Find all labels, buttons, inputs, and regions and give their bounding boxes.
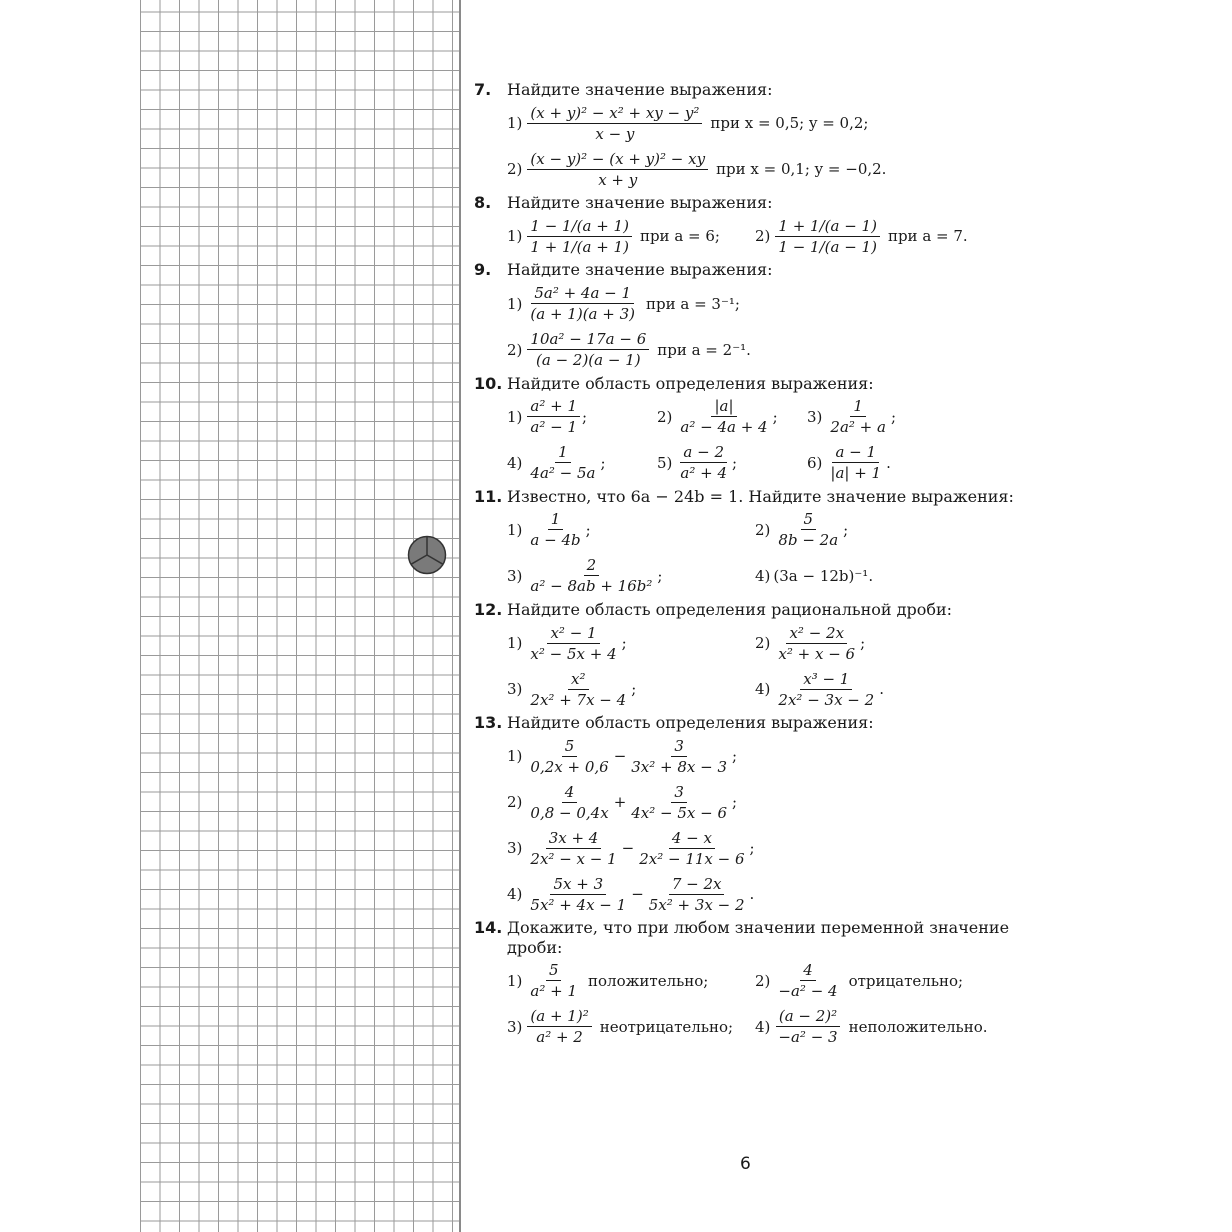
denominator: x − y <box>595 124 635 143</box>
item-condition: ; <box>749 839 755 858</box>
item-label: 5) <box>657 453 673 472</box>
fraction <box>527 875 629 914</box>
task-title: Докажите, что при любом значении переменной значение дроби: <box>507 918 1010 957</box>
task-item <box>507 1007 755 1047</box>
task-header <box>474 600 1034 619</box>
item-label: 6) <box>807 453 823 472</box>
fraction <box>527 783 611 822</box>
numerator: 5 <box>801 510 817 530</box>
task <box>474 260 1034 369</box>
numerator: 5 <box>546 961 562 981</box>
task-number: 11. <box>474 486 503 506</box>
item-condition: при a = 3⁻¹; <box>646 294 740 313</box>
item-condition: ; <box>585 520 591 539</box>
denominator: a² + 1 <box>530 982 578 1001</box>
numerator: 4 <box>562 783 578 803</box>
task <box>474 918 1034 1046</box>
item-condition: ; <box>732 747 738 766</box>
task-items <box>474 216 1034 256</box>
task-items <box>474 103 1034 189</box>
pie-divider-icon <box>407 535 447 575</box>
task-item <box>755 216 1003 256</box>
item-label: 4) <box>507 453 523 472</box>
task-item <box>507 623 755 663</box>
fraction <box>677 443 730 482</box>
denominator: x + y <box>598 170 638 189</box>
item-condition: ; <box>732 793 738 812</box>
item-label: 4) <box>755 1017 771 1036</box>
task-item <box>657 397 807 437</box>
task-item <box>755 556 1003 596</box>
numerator: (x + y)² − x² + xy − y² <box>527 104 702 124</box>
fraction <box>775 961 840 1000</box>
fraction <box>775 624 858 663</box>
task-header <box>474 260 1034 279</box>
task-title: Известно, что 6a − 24b = 1. Найдите значение выражения: <box>507 486 1014 506</box>
denominator: a² − 4a + 4 <box>680 418 768 437</box>
denominator: −a² − 4 <box>778 982 838 1001</box>
task-item <box>507 782 1034 822</box>
task-item <box>507 149 1034 189</box>
item-label: 1) <box>507 407 523 426</box>
fraction <box>527 737 611 776</box>
fraction <box>628 737 730 776</box>
denominator: 8b − 2a <box>778 531 839 550</box>
fraction <box>827 443 884 482</box>
denominator: 4x² − 5x − 6 <box>631 803 728 822</box>
item-label: 2) <box>755 971 771 990</box>
denominator: 1 + 1/(a + 1) <box>530 237 629 256</box>
operator: − <box>631 885 644 904</box>
denominator: |a| + 1 <box>830 464 882 483</box>
fraction <box>527 510 583 549</box>
denominator: (a + 1)(a + 3) <box>530 305 635 324</box>
item-label: 4) <box>755 680 771 699</box>
task-header <box>474 374 1034 393</box>
fraction <box>527 330 649 369</box>
task <box>474 374 1034 483</box>
item-condition: . <box>879 680 884 699</box>
task-item <box>507 669 755 709</box>
fraction <box>775 1007 840 1046</box>
denominator: 1 − 1/(a − 1) <box>778 237 877 256</box>
task-item <box>507 216 755 256</box>
numerator: x² − 1 <box>547 624 599 644</box>
denominator: 2a² + a <box>830 418 886 437</box>
operator: − <box>621 839 635 858</box>
item-label: 2) <box>507 160 523 179</box>
fraction <box>628 783 730 822</box>
denominator: 0,2x + 0,6 <box>530 757 609 776</box>
denominator: (a − 2)(a − 1) <box>536 351 641 370</box>
numerator: x² <box>568 670 588 690</box>
item-condition: ; <box>843 520 849 539</box>
numerator: 3x + 4 <box>546 829 602 849</box>
denominator: a² − 8ab + 16b² <box>530 577 653 596</box>
numerator: a − 1 <box>832 443 879 463</box>
item-label: 4) <box>507 885 523 904</box>
task-item <box>507 556 755 596</box>
task-item <box>507 510 755 550</box>
fraction <box>677 397 770 436</box>
denominator: 5x² + 4x − 1 <box>530 895 627 914</box>
item-label: 1) <box>507 971 523 990</box>
fraction <box>527 961 580 1000</box>
denominator: x² + x − 6 <box>778 644 856 663</box>
numerator: 5 <box>562 737 578 757</box>
task-item <box>755 669 1003 709</box>
item-label: 2) <box>755 227 771 246</box>
item-label: 2) <box>755 634 771 653</box>
fraction <box>527 670 629 709</box>
denominator: a² + 2 <box>536 1028 583 1047</box>
item-condition: ; <box>732 453 738 472</box>
task <box>474 193 1034 256</box>
task-title: Найдите область определения выражения: <box>507 373 874 393</box>
item-label: 3) <box>507 1017 523 1036</box>
item-condition: при a = 7. <box>887 227 968 246</box>
item-label: 3) <box>507 680 523 699</box>
item-condition: при x = 0,1; y = −0,2. <box>716 160 887 179</box>
item-label: 1) <box>507 747 523 766</box>
item-condition: ; <box>772 407 778 426</box>
numerator: a² + 1 <box>527 397 580 417</box>
item-label: 1) <box>507 634 523 653</box>
operator: − <box>613 747 627 766</box>
task-header <box>474 487 1034 506</box>
item-label: 1) <box>507 227 523 246</box>
task-title: Найдите значение выражения: <box>507 80 773 99</box>
item-condition: . <box>886 453 891 472</box>
task-item <box>507 874 1034 914</box>
task-number: 14. <box>474 918 503 938</box>
task-header <box>474 193 1034 212</box>
numerator: 1 <box>548 510 564 530</box>
task-items <box>474 510 1034 596</box>
task-items <box>474 736 1034 914</box>
item-label: 2) <box>507 793 523 812</box>
numerator: 5x + 3 <box>550 875 606 895</box>
task-item <box>755 510 1003 550</box>
fraction <box>775 217 880 256</box>
fraction <box>527 829 619 868</box>
item-label: 3) <box>507 566 523 585</box>
fraction <box>527 556 655 595</box>
fraction <box>775 670 877 709</box>
exercise-list <box>474 80 1034 1051</box>
task-header <box>474 80 1034 99</box>
numerator: 7 − 2x <box>669 875 725 895</box>
fraction <box>527 624 619 663</box>
item-label: 2) <box>657 407 673 426</box>
denominator: 5x² + 3x − 2 <box>648 895 745 914</box>
task-item <box>755 623 1003 663</box>
fraction <box>527 284 638 323</box>
fraction <box>527 397 580 436</box>
fraction <box>527 443 598 482</box>
item-label: 1) <box>507 294 523 313</box>
operator: + <box>613 793 627 812</box>
item-label: 3) <box>507 839 523 858</box>
task-number: 8. <box>474 193 492 213</box>
grid-edge-line <box>459 0 461 1232</box>
task-header <box>474 918 1034 956</box>
denominator: 2x² − x − 1 <box>530 849 617 868</box>
fraction <box>646 875 748 914</box>
task-items <box>474 623 1034 709</box>
numerator: 1 <box>555 443 571 463</box>
item-condition: ; <box>657 566 663 585</box>
task-item <box>507 736 1034 776</box>
expression-text: (3a − 12b)⁻¹. <box>773 566 874 585</box>
task-title: Найдите область определения рациональной дроби: <box>507 599 953 619</box>
task-item <box>507 443 657 483</box>
numerator: 3 <box>671 783 687 803</box>
item-condition: ; <box>890 407 897 426</box>
denominator: 2x² − 11x − 6 <box>639 849 745 868</box>
numerator: 4 − x <box>669 829 715 849</box>
task-number: 10. <box>474 373 503 393</box>
task <box>474 80 1034 189</box>
item-label: 2) <box>755 520 771 539</box>
numerator: a − 2 <box>680 443 727 463</box>
numerator: (a − 2)² <box>776 1007 840 1027</box>
item-condition: неотрицательно; <box>599 1017 734 1036</box>
item-label: 3) <box>807 407 823 426</box>
denominator: a − 4b <box>530 531 581 550</box>
numerator: (x − y)² − (x + y)² − xy <box>527 150 708 170</box>
denominator: x² − 5x + 4 <box>530 644 617 663</box>
task-title: Найдите значение выражения: <box>507 193 773 213</box>
task-item <box>507 103 1034 143</box>
task <box>474 713 1034 914</box>
item-label: 1) <box>507 520 523 539</box>
task-title: Найдите область определения выражения: <box>507 713 874 733</box>
task-header <box>474 713 1034 732</box>
item-condition: ; <box>582 407 588 426</box>
denominator: 2x² − 3x − 2 <box>778 690 875 709</box>
item-condition: при a = 2⁻¹. <box>657 340 751 359</box>
item-condition: положительно; <box>588 971 709 990</box>
item-condition: отрицательно; <box>848 971 964 990</box>
numerator: x³ − 1 <box>800 670 852 690</box>
denominator: 0,8 − 0,4x <box>530 803 609 822</box>
task <box>474 487 1034 596</box>
item-label: 4) <box>755 566 771 585</box>
task-item <box>507 284 1034 324</box>
denominator: 4a² − 5a <box>530 464 596 483</box>
numerator: |a| <box>711 397 736 417</box>
item-condition: ; <box>600 453 606 472</box>
numerator: 1 − 1/(a + 1) <box>527 217 632 237</box>
task <box>474 600 1034 709</box>
item-condition: . <box>749 885 755 904</box>
task-item <box>507 961 755 1001</box>
task-items <box>474 284 1034 370</box>
task-number: 13. <box>474 713 503 733</box>
numerator: 10a² − 17a − 6 <box>527 330 649 350</box>
task-item <box>507 828 1034 868</box>
task-item <box>807 443 957 483</box>
fraction <box>527 150 708 189</box>
item-condition: при x = 0,5; y = 0,2; <box>710 114 869 133</box>
page-number: 6 <box>740 1154 751 1174</box>
numerator: 5a² + 4a − 1 <box>531 284 634 304</box>
fraction <box>527 104 702 143</box>
task-item <box>807 397 957 437</box>
fraction <box>527 217 632 256</box>
task-number: 7. <box>474 80 492 99</box>
denominator: 3x² + 8x − 3 <box>631 757 728 776</box>
task-title: Найдите значение выражения: <box>507 260 773 280</box>
item-label: 2) <box>507 340 523 359</box>
numerator: x² − 2x <box>786 624 847 644</box>
numerator: 4 <box>800 961 816 981</box>
grid-margin <box>140 0 460 1232</box>
task-item <box>755 961 1003 1001</box>
numerator: 2 <box>584 556 600 576</box>
item-label: 1) <box>507 114 523 133</box>
denominator: a² + 4 <box>680 464 728 483</box>
task-item <box>507 397 657 437</box>
fraction <box>827 397 889 436</box>
task-item <box>507 330 1034 370</box>
numerator: 3 <box>671 737 687 757</box>
item-condition: при a = 6; <box>639 227 720 246</box>
task-number: 12. <box>474 599 503 619</box>
denominator: a² − 1 <box>530 418 578 437</box>
numerator: 1 <box>850 397 866 417</box>
fraction <box>775 510 841 549</box>
denominator: −a² − 3 <box>778 1028 838 1047</box>
item-condition: неположительно. <box>848 1017 988 1036</box>
fraction <box>636 829 747 868</box>
item-condition: ; <box>621 634 627 653</box>
task-items <box>474 961 1034 1047</box>
numerator: (a + 1)² <box>527 1007 591 1027</box>
item-condition: ; <box>860 634 866 653</box>
task-item <box>755 1007 1003 1047</box>
fraction <box>527 1007 591 1046</box>
numerator: 1 + 1/(a − 1) <box>775 217 880 237</box>
item-condition: ; <box>631 680 637 699</box>
denominator: 2x² + 7x − 4 <box>530 690 627 709</box>
task-number: 9. <box>474 260 492 280</box>
task-items <box>474 397 1034 483</box>
task-item <box>657 443 807 483</box>
